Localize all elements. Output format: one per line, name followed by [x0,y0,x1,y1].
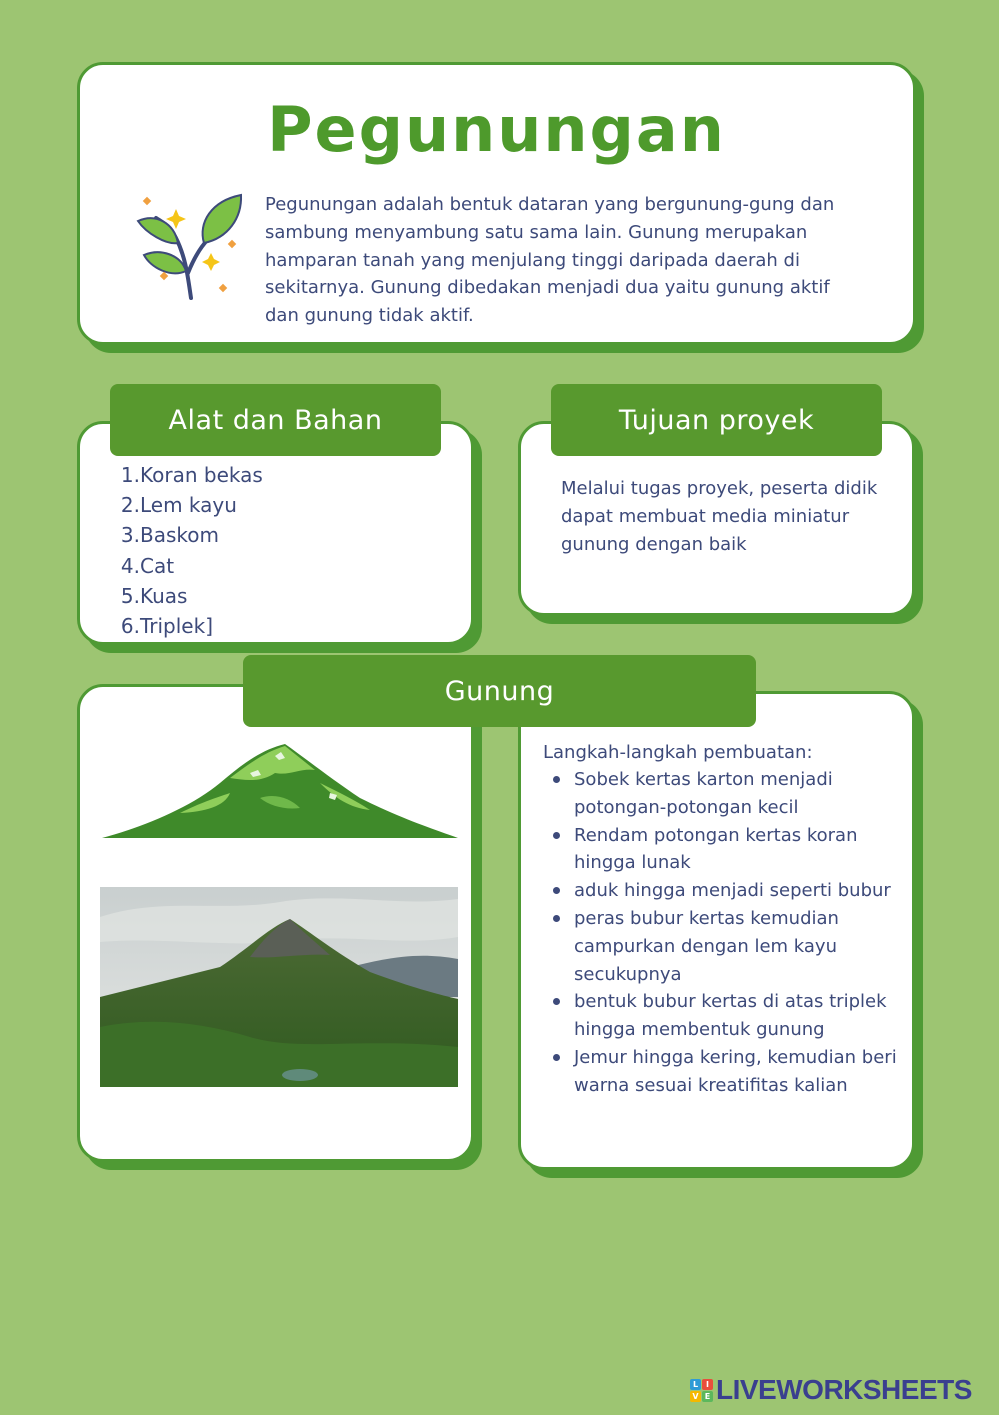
mountain-illustration [100,738,460,844]
steps-list [553,766,905,1100]
tujuan-heading: Tujuan proyek [551,384,882,456]
liveworksheets-logo-text: LIVEWORKSHEETS [716,1374,972,1405]
intro-card [77,62,916,345]
tujuan-paragraph: Melalui tugas proyek, peserta didik dapat membuat media miniatur gunung dengan baik [561,478,878,555]
plant-icon [136,193,251,305]
list-item: aduk hingga menjadi seperti bubur [553,877,905,905]
list-item: peras bubur kertas kemudian campurkan dengan lem kayu secukupnya [553,905,905,988]
list-item: Rendam potongan kertas koran hingga lunak [553,822,905,878]
mountain-photo [100,887,458,1087]
list-item: 4. Cat [120,553,175,578]
list-item: 2. Lem kayu [120,493,237,518]
intro-paragraph: Pegunungan adalah bentuk dataran yang bergunung-gung dan sambung menyambung satu sama lain. Gunung merupakan hamparan tanah yang menjulang tinggi daripada daerah di sekitarnya. Gunung dibedakan menjadi dua yaitu gunung aktif dan gunung tidak aktif. [265,194,835,327]
list-item: 5. Kuas [120,583,188,608]
liveworksheets-logo-mark: L I V E [690,1379,713,1402]
list-item: Jemur hingga kering, kemudian beri warna sesuai kreatifitas kalian [553,1044,905,1100]
list-item: Sobek kertas karton menjadi potongan-potongan kecil [553,766,905,822]
list-item: bentuk bubur kertas di atas triplek hingga membentuk gunung [553,988,905,1044]
page-title: Pegunungan [267,93,726,166]
list-item: 3. Baskom [120,523,219,548]
list-item: 6. Triplek] [120,614,213,639]
gunung-heading: Gunung [243,655,756,727]
steps-intro: Langkah-langkah pembuatan: [543,742,813,763]
alat-heading: Alat dan Bahan [110,384,441,456]
alat-list [117,460,263,641]
liveworksheets-logo[interactable] [690,1375,972,1405]
list-item: 1. Koran bekas [120,463,263,487]
